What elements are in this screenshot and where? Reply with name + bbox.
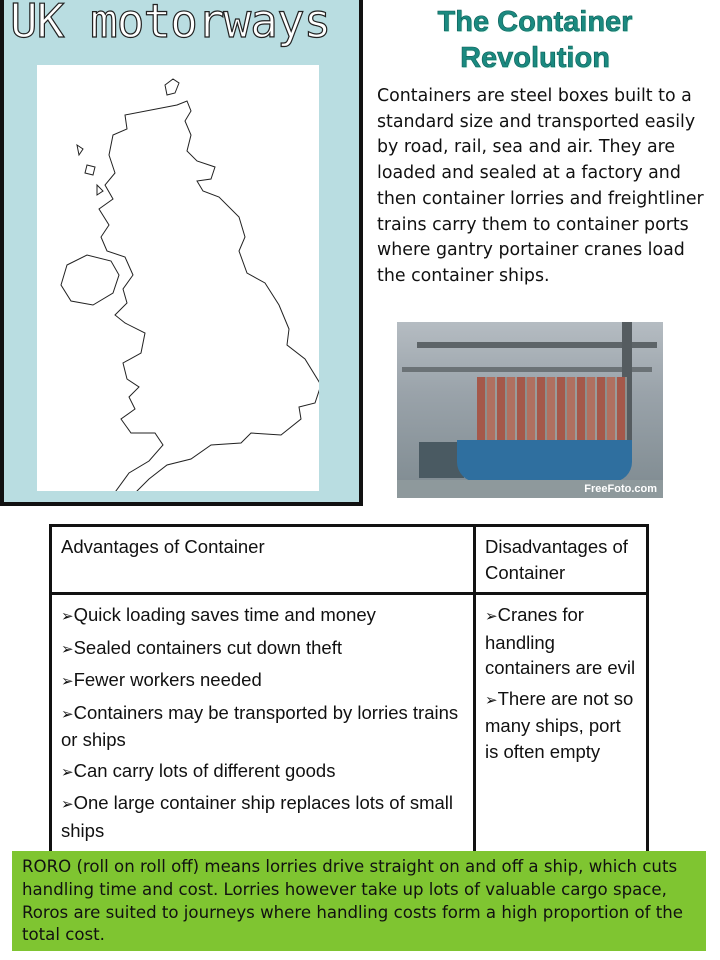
uk-map-panel bbox=[0, 0, 363, 506]
title-line-2: Revolution bbox=[460, 42, 610, 74]
uk-map-outline-icon bbox=[37, 65, 319, 491]
disadvantages-cell bbox=[475, 594, 648, 857]
title-line-1: The Container bbox=[437, 6, 633, 38]
intro-paragraph: Containers are steel boxes built to a standard size and transported easily by road, rail, sea and air. They are loaded and sealed at a factory and then container lorries and freightliner trains carry them to container ports where gantry portainer cranes load the container ships. bbox=[377, 86, 704, 286]
disadvantage-item: ➢ There are not so many ships, port is often empty bbox=[485, 686, 637, 765]
roro-note-box: RORO (roll on roll off) means lorries drive straight on and off a ship, which cuts handling time and cost. Lorries however take up lots of valuable cargo space, Roros are suited to journeys where handling costs form a high proportion of the total cost. bbox=[12, 851, 706, 951]
advantage-item: ➢ Can carry lots of different goods bbox=[61, 758, 464, 786]
disadvantage-item: ➢ Cranes for handling containers are evil bbox=[485, 602, 637, 681]
header-advantages: Advantages of Container bbox=[51, 526, 475, 594]
page-title bbox=[375, 4, 695, 76]
uk-outline-map bbox=[37, 65, 319, 491]
advantage-item: ➢ Quick loading saves time and money bbox=[61, 602, 464, 630]
advantage-item: ➢ Sealed containers cut down theft bbox=[61, 635, 464, 663]
advantages-cell bbox=[51, 594, 475, 857]
advantage-item: ➢ One large container ship replaces lots of small ships bbox=[61, 790, 464, 843]
advantage-item: ➢ Fewer workers needed bbox=[61, 667, 464, 695]
advantages-disadvantages-table bbox=[49, 524, 649, 858]
photo-credit: FreeFoto.com bbox=[584, 483, 657, 495]
header-disadvantages: Disadvantages of Container bbox=[475, 526, 648, 594]
uk-motorways-title: UK motorways bbox=[10, 0, 331, 48]
advantage-item: ➢ Containers may be transported by lorries trains or ships bbox=[61, 700, 464, 753]
container-ship-photo bbox=[397, 322, 663, 498]
